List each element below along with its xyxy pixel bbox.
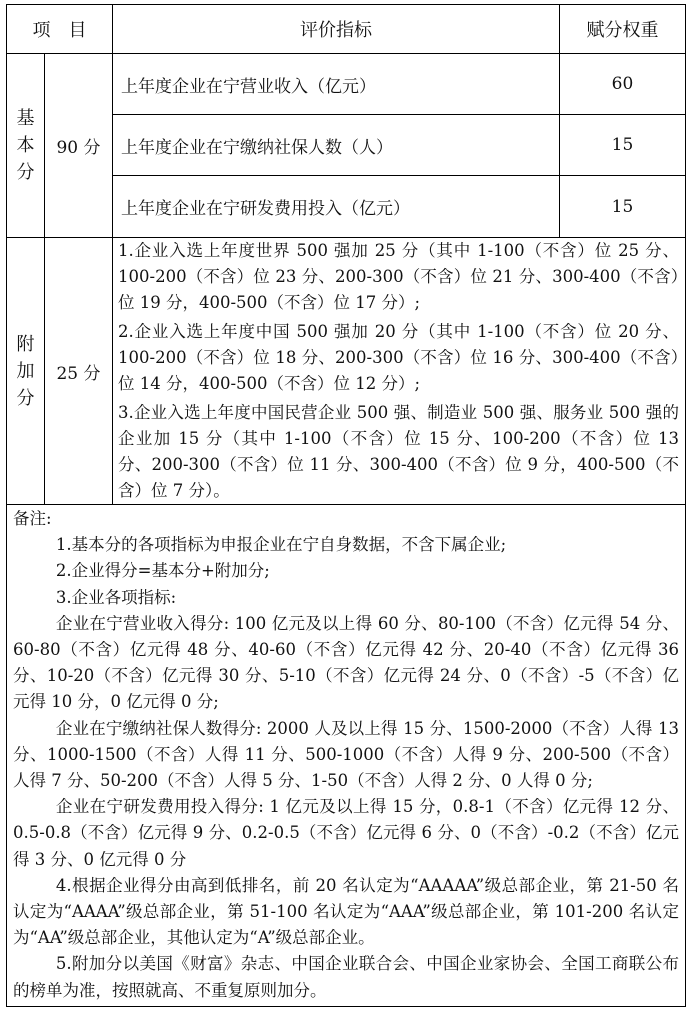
header-row: [7, 5, 686, 54]
weight-cell: 15: [560, 115, 686, 176]
note-2: 2.企业得分=基本分+附加分;: [55, 561, 270, 581]
bonus-rule-world500: 1.企业入选上年度世界 500 强加 25 分（其中 1-100（不含）位 25 分、100-200（不含）位 23 分、200-300（不含）位 21 分、300-400（不含）位 19 分，400-500（不含）位 17 分）;: [118, 241, 679, 312]
note-rd-scoring: 企业在宁研发费用投入得分: 1 亿元及以上得 15 分，0.8-1（不含）亿元得 12 分、0.5-0.8（不含）亿元得 9 分、0.2-0.5（不含）亿元得 6 分、0（不含）-0.2（不含）亿元得 3 分、0 亿元得 0 分: [13, 797, 679, 869]
indicator-cell: 上年度企业在宁研发费用投入（亿元）: [113, 176, 560, 238]
header-item: 项 目: [7, 5, 113, 54]
indicator-cell: 上年度企业在宁营业收入（亿元）: [113, 54, 560, 115]
note-4: 4.根据企业得分由高到低排名，前 20 名认定为“AAAAA”级总部企业，第 21-50 名认定为“AAAA”级总部企业，第 51-100 名认定为“AAA”级总部企业，第 101-200 名认定为“AA”级总部企业，其他认定为“A”级总部企业。: [13, 875, 679, 948]
note-3: 3.企业各项指标:: [55, 587, 177, 607]
bonus-category-label: [7, 238, 45, 505]
weight-cell: 60: [560, 54, 686, 115]
scoring-table: [6, 4, 686, 1007]
note-1: 1.基本分的各项指标为申报企业在宁自身数据，不含下属企业;: [55, 535, 507, 555]
bonus-rules: [113, 238, 686, 505]
basic-category-label: [7, 54, 45, 238]
bonus-row: [7, 238, 686, 505]
bonus-rule-private500: 3.企业入选上年度中国民营企业 500 强、制造业 500 强、服务业 500 强的企业加 15 分（其中 1-100（不含）位 15 分、100-200（不含）位 13 分、200-300（不含）位 11 分、300-400（不含）位 9 分，400-500（不含）位 7 分）。: [118, 403, 679, 500]
indicator-cell: 上年度企业在宁缴纳社保人数（人）: [113, 115, 560, 176]
bonus-rule-china500: 2.企业入选上年度中国 500 强加 20 分（其中 1-100（不含）位 20 分、100-200（不含）位 18 分、200-300（不含）位 16 分、300-400（不含）位 14 分，400-500（不含）位 12 分）;: [118, 322, 679, 393]
note-5: 5.附加分以美国《财富》杂志、中国企业联合会、中国企业家协会、全国工商联公布的榜单为准，按照就高、不重复原则加分。: [13, 954, 679, 1000]
basic-row-revenue: [7, 54, 686, 115]
basic-label-char: 本: [16, 135, 35, 156]
header-weight: 赋分权重: [560, 5, 686, 54]
notes-title: 备注:: [13, 509, 52, 528]
bonus-points: 25 分: [45, 238, 113, 505]
basic-label-char: 基: [16, 108, 35, 129]
basic-points: 90 分: [45, 54, 113, 238]
notes-row: [7, 505, 686, 1007]
bonus-label-char: 加: [16, 360, 35, 382]
header-indicator: 评价指标: [113, 5, 560, 54]
bonus-label-char: 分: [16, 387, 35, 409]
note-social-scoring: 企业在宁缴纳社保人数得分: 2000 人及以上得 15 分、1500-2000（不含）人得 13 分、1000-1500（不含）人得 11 分、500-1000（不含）人得 9 分、200-500（不含）人得 7 分、50-200（不含）人得 5 分、1-50（不含）人得 2 分、0 人得 0 分;: [13, 718, 679, 791]
bonus-label-char: 附: [16, 333, 35, 355]
weight-cell: 15: [560, 176, 686, 238]
note-revenue-scoring: 企业在宁营业收入得分: 100 亿元及以上得 60 分、80-100（不含）亿元得 54 分、60-80（不含）亿元得 48 分、40-60（不含）亿元得 42 分、20-40（不含）亿元得 36 分、10-20（不含）亿元得 30 分、5-10（不含）亿元得 24 分、0（不含）-5（不含）亿元得 10 分，0 亿元得 0 分;: [13, 613, 679, 712]
notes-cell: [7, 505, 686, 1007]
basic-label-char: 分: [16, 162, 35, 183]
